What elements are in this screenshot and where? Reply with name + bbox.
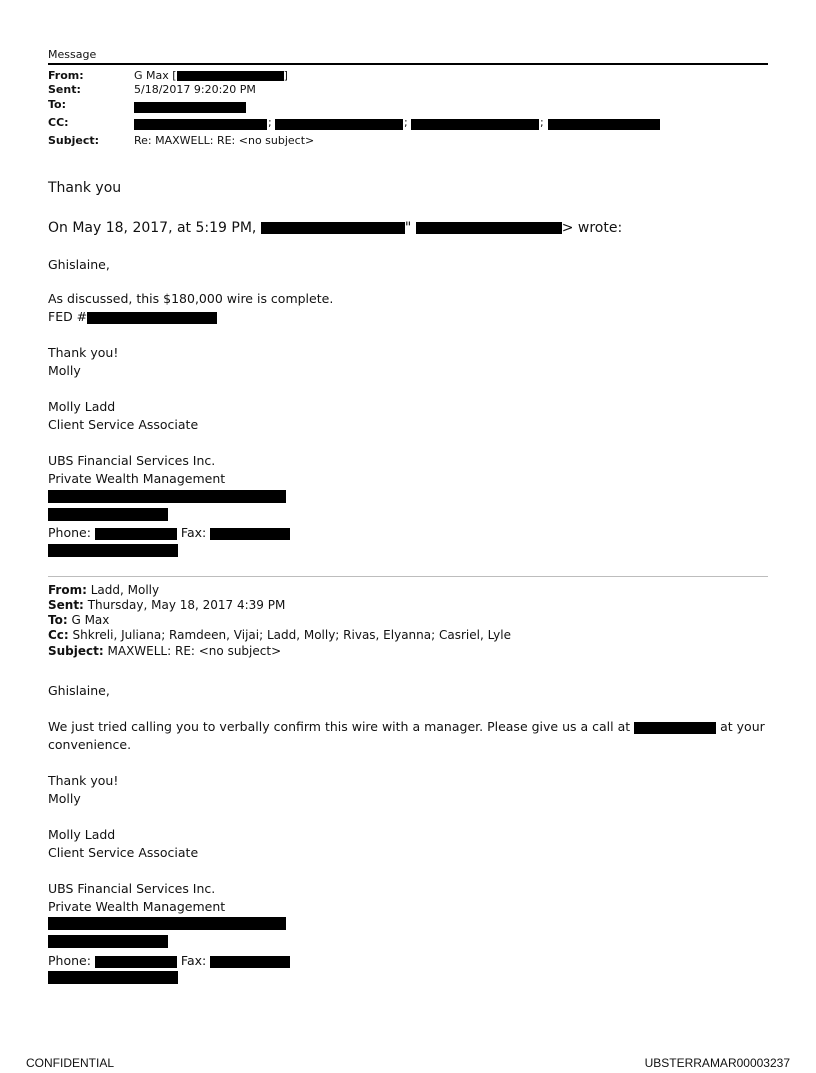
email2-subject: Subject: MAXWELL: RE: <no subject> xyxy=(48,644,282,658)
email1-line1: As discussed, this $180,000 wire is complete. xyxy=(48,291,334,306)
section-title: Message xyxy=(48,48,97,61)
divider xyxy=(48,576,768,577)
email2-company: UBS Financial Services Inc. xyxy=(48,881,216,896)
email1-thanks: Thank you! xyxy=(48,345,119,360)
email1-phone: Phone: Fax: xyxy=(48,525,290,540)
redaction-cc-3 xyxy=(411,119,539,130)
redaction xyxy=(210,956,290,968)
to-label: To: xyxy=(48,98,66,111)
from-name: G Max [ xyxy=(134,69,177,82)
redaction-email-1 xyxy=(48,544,178,557)
reply-text: Thank you xyxy=(48,180,122,196)
cc-sep-2: ; xyxy=(404,116,408,129)
redaction-to xyxy=(134,102,246,113)
cc-sep-3: ; xyxy=(540,116,544,129)
sent-value: 5/18/2017 9:20:20 PM xyxy=(134,83,256,96)
redaction xyxy=(634,722,716,734)
redaction-address-3 xyxy=(48,917,286,930)
email2-cc: Cc: Shkreli, Juliana; Ramdeen, Vijai; Ladd, Molly; Rivas, Elyanna; Casriel, Lyle xyxy=(48,628,511,642)
email2-line2: convenience. xyxy=(48,737,132,752)
footer-confidential: CONFIDENTIAL xyxy=(26,1056,115,1070)
email1-fed: FED # xyxy=(48,309,217,324)
email2-to: To: G Max xyxy=(48,613,110,627)
email2-sig-name: Molly Ladd xyxy=(48,827,116,842)
email1-sig-title: Client Service Associate xyxy=(48,417,199,432)
header-rule xyxy=(48,63,768,65)
footer-bates: UBSTERRAMAR00003237 xyxy=(644,1056,790,1070)
email2-greeting: Ghislaine, xyxy=(48,683,110,698)
redaction xyxy=(95,528,177,540)
email1-company: UBS Financial Services Inc. xyxy=(48,453,216,468)
redaction-email-2 xyxy=(48,971,178,984)
email1-greeting: Ghislaine, xyxy=(48,257,110,272)
email2-line1: We just tried calling you to verbally confirm this wire with a manager. Please give us a call at at your xyxy=(48,719,765,734)
email2-division: Private Wealth Management xyxy=(48,899,226,914)
email2-sig-title: Client Service Associate xyxy=(48,845,199,860)
cc-label: CC: xyxy=(48,116,69,129)
redaction-address-4 xyxy=(48,935,168,948)
from-label: From: xyxy=(48,69,84,82)
redaction-cc-1 xyxy=(134,119,267,130)
redaction-cc-2 xyxy=(275,119,403,130)
subject-value: Re: MAXWELL: RE: <no subject> xyxy=(134,134,315,147)
email2-sent: Sent: Thursday, May 18, 2017 4:39 PM xyxy=(48,598,286,612)
subject-label: Subject: xyxy=(48,134,100,147)
redaction xyxy=(210,528,290,540)
redaction xyxy=(416,222,562,234)
from-value: G Max [ ] xyxy=(134,69,288,82)
email2-thanks: Thank you! xyxy=(48,773,119,788)
redaction-address-1 xyxy=(48,490,286,503)
cc-sep-1: ; xyxy=(268,116,272,129)
redaction-cc-4 xyxy=(548,119,660,130)
redaction xyxy=(95,956,177,968)
email1-name: Molly xyxy=(48,363,81,378)
quote-line: On May 18, 2017, at 5:19 PM, " > wrote: xyxy=(48,220,623,236)
redaction xyxy=(177,71,284,81)
email2-from: From: Ladd, Molly xyxy=(48,583,160,597)
email2-phone: Phone: Fax: xyxy=(48,953,290,968)
redaction-address-2 xyxy=(48,508,168,521)
sent-label: Sent: xyxy=(48,83,81,96)
redaction xyxy=(261,222,405,234)
email1-division: Private Wealth Management xyxy=(48,471,226,486)
redaction xyxy=(87,312,217,324)
email1-sig-name: Molly Ladd xyxy=(48,399,116,414)
email2-name: Molly xyxy=(48,791,81,806)
